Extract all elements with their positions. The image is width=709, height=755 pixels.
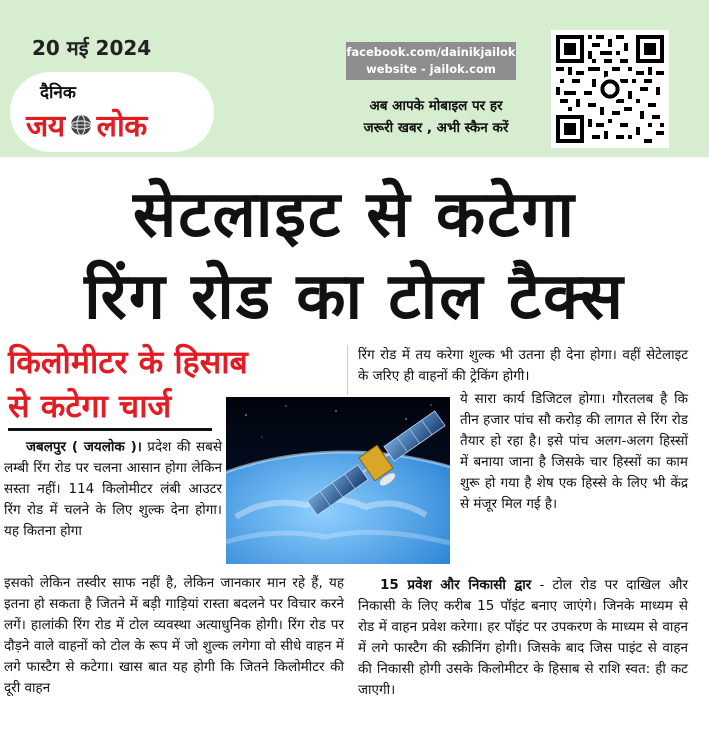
subheadline-underline <box>8 428 212 431</box>
logo-prefix: दैनिक <box>40 83 76 103</box>
article-para-right-mid: ये सारा कार्य डिजिटल होगा। गौरतलब है कि तीन हजार पांच सौ करोड़ की लागत से रिंग रोड तैयार हो रहा है। इसे पांच अलग-अलग हिस्सों में बनाया जाना है जिसके चार हिस्सों का काम शुरू हो गया है शेष एक हिस्से के लिए भी केंद्र से मंजूर मिल गई है। <box>460 391 688 512</box>
subheadline-line-1: किलोमीटर के हिसाब <box>8 343 248 381</box>
section-heading: 15 प्रवेश और निकासी द्वार <box>380 577 532 593</box>
headline-line-1: सेटलाइट से कटेगा <box>132 178 576 252</box>
article-para-continued: इसको लेकिन तस्वीर साफ नहीं है, लेकिन जानकार मान रहे हैं, यह इतना हो सकता है जितने में बड़ी गाड़ियां रास्ता बदलने पर विचार करने लगें। हालांकी रिंग रोड में टोल व्यवस्था अत्याधुनिक होगी। रिंग रोड पर दौड़ने वाले वाहनों को टोल के रूप में जो शुल्क लगेगा वो सीधे वाहन में लगे फास्टैग से कटेगा। खास बात यह होगी कि जितने किलोमीटर की दूरी वाहन <box>4 575 344 696</box>
satellite-earth-image <box>226 397 450 564</box>
scan-promo <box>336 95 536 139</box>
column-divider <box>347 345 348 395</box>
facebook-link[interactable]: facebook.com/dainikjailok <box>346 45 516 59</box>
promo-line-2: जरूरी खबर , अभी स्कैन करें <box>363 120 509 136</box>
logo-word-left: जय <box>26 109 65 144</box>
promo-line-1: अब आपके मोबाइल पर हर <box>369 98 503 114</box>
qr-code[interactable] <box>551 30 669 148</box>
website-link[interactable]: website - jailok.com <box>366 62 496 76</box>
newspaper-logo <box>26 104 147 145</box>
headline-line-2: रिंग रोड का टोल टैक्स <box>84 260 625 334</box>
article-para-intro: प्रदेश की सबसे लम्बी रिंग रोड पर चलना आसान होगा लेकिन सस्ता नहीं। 114 किलोमीटर लंबी आउटर रिंग रोड में चलने के लिए शुल्क देना होगा। यह कितना होगा <box>4 439 222 539</box>
section-body: - टोल रोड पर दाखिल और निकासी के लिए करीब 15 पॉइंट बनाए जाएंगे। जिनके माध्यम से रोड में वाहन प्रवेश करेगा। हर पॉइंट पर उपकरण के माध्यम से वाहन में लगे फास्टैग की स्क्रीनिंग होगी। जिसके बाद जिस पाइंट से वाहन की निकासी होगी उसके किलोमीटर के हिसाब से राशि स्वत: ही कट जाएगी। <box>358 577 688 698</box>
social-links-box <box>346 42 516 80</box>
article-intro <box>4 437 222 542</box>
article-para-right-top: रिंग रोड में तय करेगा शुल्क भी उतना ही देना होगा। वहीं सेटेलाइट के जरिए ही वाहनों की ट्रेकिंग होगी। <box>358 347 688 384</box>
subheadline-line-2: से कटेगा चार्ज <box>8 387 172 425</box>
logo-word-right: लोक <box>96 109 147 144</box>
qr-code-icon <box>556 35 664 143</box>
dateline: जबलपुर ( जयलोक )। <box>26 439 142 455</box>
article-section-entry-exit <box>358 575 688 701</box>
globe-icon <box>69 113 93 137</box>
issue-date: 20 मई 2024 <box>32 36 152 60</box>
